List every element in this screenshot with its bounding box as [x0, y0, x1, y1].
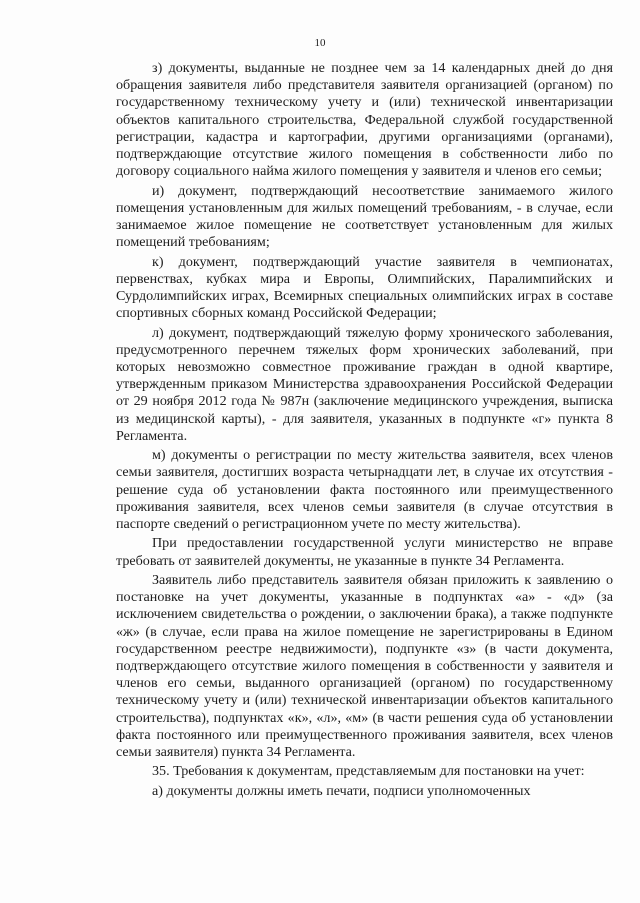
paragraph-a-seals-signatures: а) документы должны иметь печати, подписи уполномоченных [152, 782, 531, 799]
document-body [116, 60, 613, 802]
paragraph-35-requirements: 35. Требования к документам, представляемым для постановки на учет: [152, 763, 585, 780]
paragraph-applicant-obligation: Заявитель либо представитель заявителя обязан приложить к заявлению о постановке на учет документы, указанные в подпунктах «а» - «д» (за исключением свидетельства о рождении, о заключении брака), а также подпункте «ж» (в случае, если права на жилое помещение не зарегистрированы в Едином государственном реестре недвижимости), подпункте «з» (в части документа, подтверждающего отсутствие жилого помещения в собственности у заявителя и членов его семьи, выданного организацией (органом) по государственному техническому учету и (или) технической инвентаризации объектов капитального строительства), подпунктах «к», «л», «м» (в части решения суда об установлении факта постоянного или преимущественного проживания заявителя, всех членов семьи заявителя) пункта 34 Регламента. [116, 572, 613, 761]
paragraph-m-registration-documents: м) документы о регистрации по месту жительства заявителя, всех членов семьи заявителя, достигших возраста четырнадцати лет, в случае их отсутствия - решение суда об установлении факта постоянного или преимущественного проживания заявителя, всех членов семьи заявителя (в случае отсутствия в паспорте сведений о регистрационном учете по месту жительства). [116, 447, 613, 533]
paragraph-k-sports-participation: к) документ, подтверждающий участие заявителя в чемпионатах, первенствах, кубках мира и Европы, Олимпийских, Паралимпийских и Сурдолимпийских играх, Всемирных специальных олимпийских играх в составе спортивных сборных команд Российской Федерации; [116, 253, 613, 322]
paragraph-i-housing-nonconformity: и) документ, подтверждающий несоответствие занимаемого жилого помещения установленным для жилых помещений требованиям, - в случае, если занимаемое жилое помещение не соответствует установленным для жилых помещений требованиям; [116, 182, 613, 251]
paragraph-l-chronic-disease: л) документ, подтверждающий тяжелую форму хронического заболевания, предусмотренного перечнем тяжелых форм хронических заболеваний, при которых невозможно совместное проживание граждан в одной квартире, утвержденным приказом Министерства здравоохранения Российской Федерации от 29 ноября 2012 года № 987н (заключение медицинского учреждения, выписка из медицинской карты), - для заявителя, указанных в подпункте «г» пункта 8 Регламента. [116, 324, 613, 444]
paragraph-ministry-restriction: При предоставлении государственной услуги министерство не вправе требовать от заявителей документы, не указанные в пункте 34 Регламента. [116, 535, 613, 569]
paragraph-z-documents-no-housing: з) документы, выданные не позднее чем за 14 календарных дней до дня обращения заявителя либо представителя заявителя организацией (органом) по государственному техническому учету и (или) технической инвентаризации объектов капитального строительства, Федеральной службой государственной регистрации, кадастра и картографии, другими организациями (органами), подтверждающие отсутствие жилого помещения в собственности либо по договору социального найма жилого помещения у заявителя и членов его семьи; [116, 60, 613, 180]
page-number: 10 [314, 37, 326, 49]
